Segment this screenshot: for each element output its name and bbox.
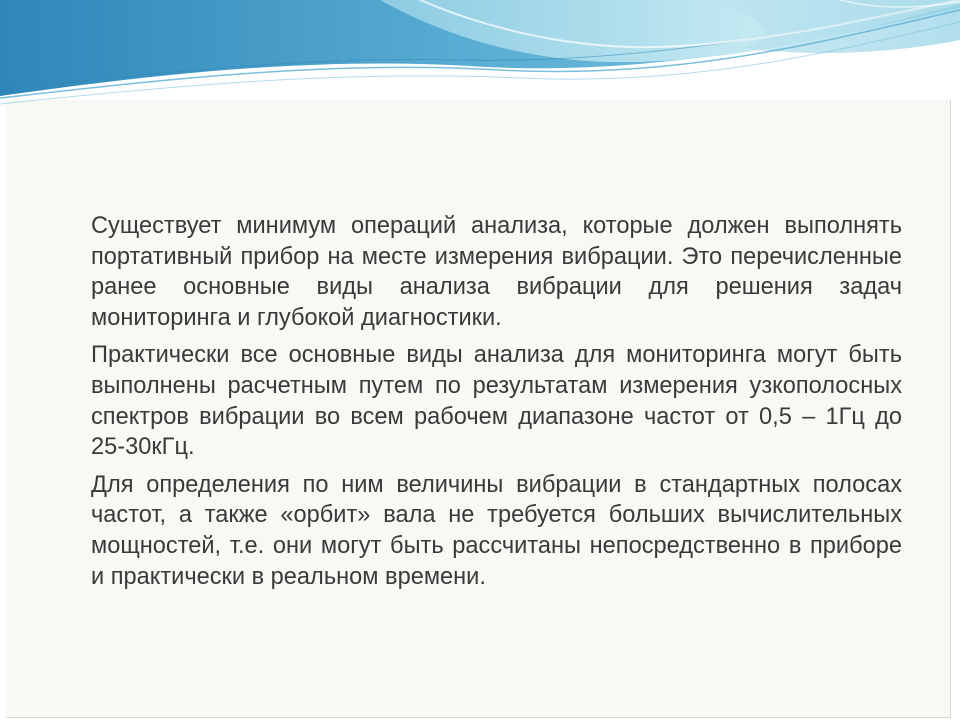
slide-body-text — [91, 211, 902, 599]
paragraph-2: Практически все основные виды анализа для мониторинга могут быть выполнены расчетным путем по результатам измерения узкополосных спектров вибрации во всем рабочем диапазоне частот от 0,5 – 1Гц до 25-30кГц. — [91, 342, 902, 461]
header-wave-decoration — [0, 0, 960, 130]
paragraph-1: Существует минимум операций анализа, которые должен выполнять портативный прибор на месте измерения вибрации. Это перечисленные ранее основные виды анализа вибрации для решения задач мониторинга и глубокой диагностики. — [91, 213, 902, 331]
paragraph-3: Для определения по ним величины вибрации в стандартных полосах частот, а также «орбит» вала не требуется больших вычислительных мощностей, т.е. они могут быть рассчитаны непосредственно в приборе и практически в реальном времени. — [91, 471, 902, 590]
